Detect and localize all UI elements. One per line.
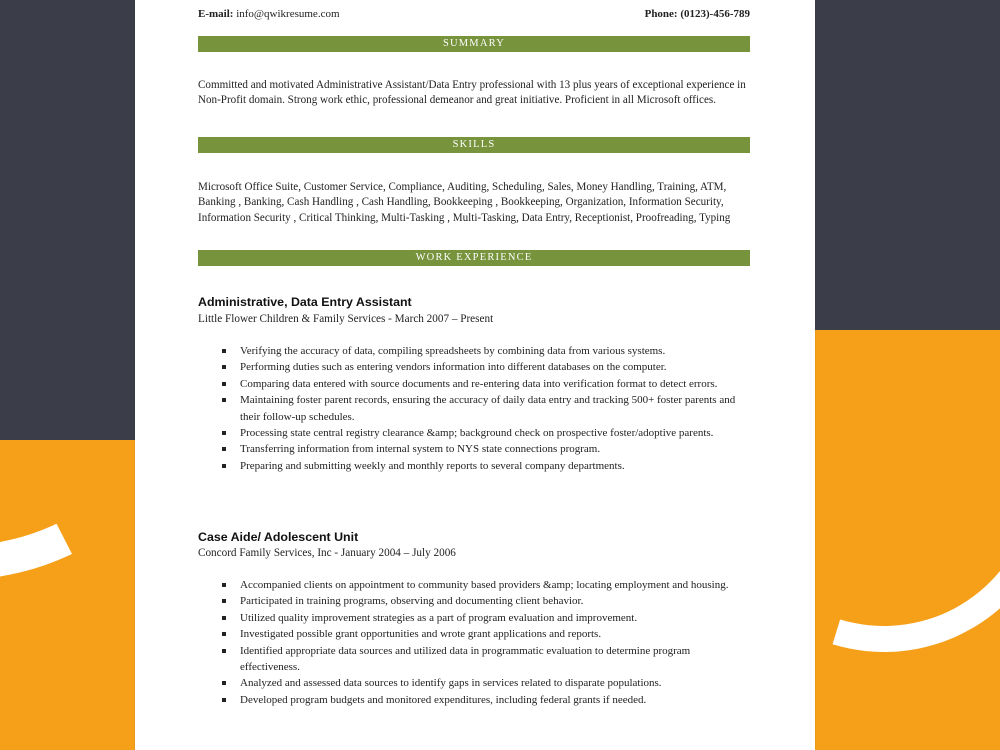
job-bullets (198, 343, 750, 474)
skills-text: Microsoft Office Suite, Customer Service, Compliance, Auditing, Scheduling, Sales, Money Handling, Training, ATM, Banking , Banking, Cash Handling , Cash Handling, Bookkeeping , Bookkeeping, Organization, Information Security, Information Security , Critical Thinking, Multi-Tasking , Multi-Tasking, Data Entry, Receptionist, Proofreading, Typing (198, 181, 731, 224)
list-item: Investigated possible grant opportunities and wrote grant applications and reports. (198, 626, 750, 642)
list-item: Utilized quality improvement strategies as a part of program evaluation and improvement. (198, 610, 750, 626)
phone-value: (0123)-456-789 (680, 8, 750, 20)
job-company: Little Flower Children & Family Services - March 2007 – Present (198, 313, 494, 325)
resume-page (135, 0, 815, 750)
list-item: Identified appropriate data sources and utilized data in programmatic evaluation to determine program effectiveness. (198, 643, 750, 676)
email-contact (198, 8, 340, 20)
list-item: Accompanied clients on appointment to community based providers &amp; locating employment and housing. (198, 577, 750, 593)
list-item: Processing state central registry clearance &amp; background check on prospective foster/adoptive parents. (198, 425, 750, 441)
job-company: Concord Family Services, Inc - January 2004 – July 2006 (198, 547, 456, 559)
phone-label: Phone: (644, 8, 678, 20)
job-title: Case Aide/ Adolescent Unit (198, 530, 359, 544)
list-item: Preparing and submitting weekly and monthly reports to several company departments. (198, 458, 750, 474)
list-item: Participated in training programs, observing and documenting client behavior. (198, 593, 750, 609)
email-value: info@qwikresume.com (236, 8, 340, 20)
section-heading-summary: SUMMARY (198, 36, 750, 52)
list-item: Performing duties such as entering vendors information into different databases on the computer. (198, 359, 750, 375)
phone-contact (645, 8, 750, 20)
section-heading-skills: SKILLS (198, 137, 750, 153)
list-item: Developed program budgets and monitored expenditures, including federal grants if needed. (198, 692, 750, 708)
section-heading-experience: WORK EXPERIENCE (198, 250, 750, 266)
list-item: Maintaining foster parent records, ensuring the accuracy of daily data entry and tracking 500+ foster parents and their follow-up schedules. (198, 392, 750, 425)
job-bullets (198, 577, 750, 708)
email-label: E-mail: (198, 8, 234, 20)
summary-text: Committed and motivated Administrative Assistant/Data Entry professional with 13 plus years of exceptional experience in Non-Profit domain. Strong work ethic, professional demeanor and great initiative. Proficient in all Microsoft offices. (198, 79, 746, 107)
list-item: Analyzed and assessed data sources to identify gaps in services related to disparate populations. (198, 675, 750, 691)
list-item: Comparing data entered with source documents and re-entering data into verification format to detect errors. (198, 376, 750, 392)
list-item: Verifying the accuracy of data, compiling spreadsheets by combining data from various systems. (198, 343, 750, 359)
list-item: Transferring information from internal system to NYS state connections program. (198, 441, 750, 457)
job-title: Administrative, Data Entry Assistant (198, 295, 412, 309)
contact-row (198, 8, 750, 22)
